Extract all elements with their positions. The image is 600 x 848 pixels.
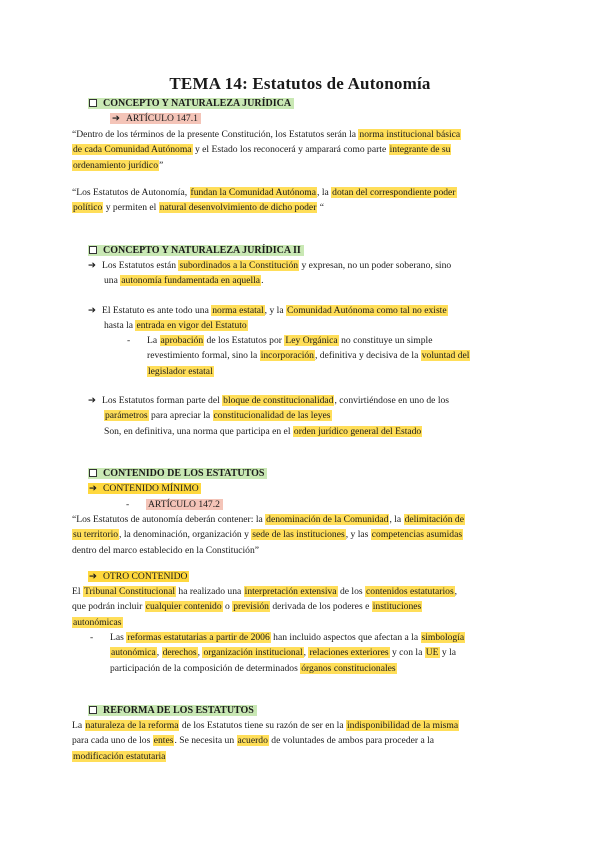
sub-heading-minimo xyxy=(88,481,267,496)
text-line xyxy=(72,543,465,558)
quote-autonomia xyxy=(72,185,457,216)
text-span: “Los Estatutos de autonomía deberán contener: la xyxy=(72,514,266,525)
text-span: CONTENIDO DE LOS ESTATUTOS xyxy=(103,468,265,479)
text-span: El Estatuto es ante todo una xyxy=(102,305,212,316)
text-span: no constituye un simple xyxy=(338,335,433,346)
text-line xyxy=(72,185,457,200)
text-span: REFORMA DE LOS ESTATUTOS xyxy=(103,705,254,716)
text-span: , la denominación, organización y xyxy=(119,529,252,541)
arrow-right-icon: ➔ xyxy=(89,571,98,582)
text-span: “Dentro de los términos de la presente Constitución, los Estatutos serán la xyxy=(72,129,359,140)
text-span: hasta la xyxy=(104,320,136,332)
text-span: y la xyxy=(439,647,457,659)
checkbox-icon xyxy=(89,99,97,107)
text-span: , xyxy=(303,647,309,659)
text-span: , y la xyxy=(264,305,286,316)
text-span: ” xyxy=(159,159,164,171)
highlighted-text: Comunidad Autónoma como tal no existe xyxy=(287,305,447,316)
highlighted-text: fundan la Comunidad Autónoma xyxy=(190,187,317,198)
arrow-right-icon: ➔ xyxy=(89,483,98,495)
highlighted-text: relaciones exteriores xyxy=(309,647,389,659)
text-span: para cada uno de los xyxy=(72,735,153,747)
text-line xyxy=(88,393,449,408)
text-line xyxy=(88,424,449,439)
text-line: - La aprobación de los Estatutos por Ley Orgánica no constituye un simple xyxy=(127,335,433,346)
highlighted-text: aprobación xyxy=(160,335,204,346)
text-span: y permiten el xyxy=(103,202,159,214)
text-span: , y las xyxy=(345,529,371,541)
highlighted-text: modificación estatutaria xyxy=(73,750,166,762)
text-line xyxy=(90,645,465,660)
text-span: de voluntades de ambos para proceder a la xyxy=(268,735,435,747)
text-span: y expresan, no un poder soberano, sino xyxy=(299,260,452,271)
bullet-bloque xyxy=(88,393,449,439)
text-line xyxy=(88,408,449,423)
highlighted-text: contenidos estatutarios xyxy=(366,586,454,597)
highlighted-text: UE xyxy=(425,647,439,659)
highlighted-text: denominación de la Comunidad xyxy=(266,514,389,525)
text-span: CONCEPTO Y NATURALEZA JURÍDICA xyxy=(103,98,292,109)
page-title: TEMA 14: Estatutos de Autonomía xyxy=(169,74,431,93)
text-span: , convirtiéndose en uno de los xyxy=(334,395,450,406)
paragraph-reforma xyxy=(72,718,459,764)
highlighted-text: acuerdo xyxy=(237,735,268,747)
highlighted-text: organización institucional xyxy=(203,647,303,659)
dash-reformas xyxy=(90,630,465,676)
highlighted-text: competencias asumidas xyxy=(371,529,463,541)
text-span: o xyxy=(222,601,233,613)
text-span: , xyxy=(197,647,203,659)
text-line xyxy=(72,718,459,733)
text-span: , la xyxy=(317,187,332,198)
text-line xyxy=(72,527,465,542)
text-span: participación de la composición de determinados xyxy=(110,662,301,674)
highlighted-text: simbología xyxy=(421,632,465,643)
highlighted-text: de cada Comunidad Autónoma xyxy=(73,144,192,156)
text-span: de los Estatutos por xyxy=(204,335,285,346)
text-span: , la xyxy=(389,514,404,525)
highlighted-text: constitucionalidad de las leyes xyxy=(213,410,331,422)
text-span: , xyxy=(454,586,458,597)
text-line xyxy=(72,200,457,215)
bullet-norma-estatal xyxy=(88,303,448,334)
text-span: La xyxy=(147,335,160,346)
section-concepto xyxy=(88,96,294,127)
highlighted-text: orden jurídico general del Estado xyxy=(293,425,422,437)
text-span: de los xyxy=(337,586,366,597)
text-line xyxy=(127,348,470,363)
text-span: “Los Estatutos de Autonomía, xyxy=(72,187,190,198)
section-reforma xyxy=(88,703,257,718)
text-line xyxy=(88,303,448,318)
checkbox-icon xyxy=(89,706,97,714)
highlighted-text: sede de las instituciones xyxy=(252,529,345,541)
highlighted-text: político xyxy=(73,202,103,214)
highlighted-text: entrada en vigor del Estatuto xyxy=(136,320,247,332)
text-span: Las xyxy=(110,632,127,643)
text-span: una xyxy=(104,275,121,287)
text-line xyxy=(72,599,457,614)
text-span: Son, en definitiva, una norma que participa en el xyxy=(104,425,293,437)
quote-147-2 xyxy=(72,512,465,558)
highlighted-text: norma institucional básica xyxy=(359,129,461,140)
text-span: El xyxy=(72,586,83,597)
text-line xyxy=(88,569,189,584)
text-span: para apreciar la xyxy=(148,410,213,422)
text-span: Los Estatutos forman parte del xyxy=(102,395,223,406)
text-span: La xyxy=(72,720,85,731)
text-line xyxy=(72,158,461,173)
highlighted-text: entes xyxy=(153,735,174,747)
text-span: . xyxy=(261,275,264,287)
text-line xyxy=(72,733,459,748)
text-span: y con la xyxy=(389,647,425,659)
highlighted-text: voluntad del xyxy=(421,350,470,362)
highlighted-text: legislador estatal xyxy=(148,365,213,377)
highlighted-text: integrante de su xyxy=(389,144,451,156)
highlighted-text: norma estatal xyxy=(212,305,264,316)
highlighted-text: interpretación extensiva xyxy=(244,586,337,597)
text-line xyxy=(88,273,451,288)
highlighted-text: su territorio xyxy=(73,529,119,541)
text-span: . Se necesita un xyxy=(174,735,237,747)
text-line xyxy=(72,142,461,157)
highlighted-text: autonómicas xyxy=(73,616,122,628)
highlighted-text: órganos constitucionales xyxy=(301,662,396,674)
dash-aprobacion xyxy=(127,333,470,379)
article-line xyxy=(88,111,294,126)
highlighted-text: dotan del correspondiente poder xyxy=(332,187,456,198)
highlighted-text: derechos xyxy=(162,647,197,659)
arrow-right-icon: ➔ xyxy=(112,113,121,125)
highlighted-text: reformas estatutarias a partir de 2006 xyxy=(127,632,270,643)
text-span: dentro del marco establecido en la Constitución” xyxy=(72,544,260,556)
highlighted-text: subordinados a la Constitución xyxy=(179,260,299,271)
article-line: - ARTÍCULO 147.2 xyxy=(88,497,267,512)
arrow-right-icon: ➔ xyxy=(88,260,97,271)
text-span: CONCEPTO Y NATURALEZA JURÍDICA II xyxy=(103,245,301,256)
paragraph-tribunal xyxy=(72,584,457,630)
highlighted-text: instituciones xyxy=(372,601,422,613)
highlighted-text: natural desenvolvimiento de dicho poder xyxy=(159,202,317,214)
highlighted-text: naturaleza de la reforma xyxy=(85,720,179,731)
text-line xyxy=(88,318,448,333)
arrow-right-icon: ➔ xyxy=(88,305,97,316)
text-line: - Las reformas estatutarias a partir de 2006 han incluido aspectos que afectan a la simbología xyxy=(90,632,465,643)
bullet-subordinados xyxy=(88,258,451,289)
text-line xyxy=(127,364,470,379)
section-heading xyxy=(88,466,267,481)
text-line xyxy=(72,749,459,764)
text-line xyxy=(88,258,451,273)
text-span: que podrán incluir xyxy=(72,601,145,613)
text-span: , xyxy=(156,647,162,659)
text-span: CONTENIDO MÍNIMO xyxy=(103,483,199,495)
text-span: ha realizado una xyxy=(176,586,244,597)
text-span: ARTÍCULO 147.2 xyxy=(148,498,220,510)
arrow-right-icon: ➔ xyxy=(88,395,97,406)
text-span: OTRO CONTENIDO xyxy=(103,571,188,582)
text-line xyxy=(72,584,457,599)
highlighted-text: bloque de constitucionalidad xyxy=(223,395,334,406)
highlighted-text: indisponibilidad de la misma xyxy=(347,720,459,731)
text-line xyxy=(72,127,461,142)
highlighted-text: cualquier contenido xyxy=(145,601,222,613)
text-span: “ xyxy=(317,202,325,214)
text-span: y el Estado los reconocerá y amparará como parte xyxy=(192,144,389,156)
text-line xyxy=(72,512,465,527)
section-heading xyxy=(88,243,304,258)
sub-heading-otro xyxy=(88,569,189,584)
highlighted-text: incorporación xyxy=(260,350,314,362)
highlighted-text: Tribunal Constitucional xyxy=(83,586,175,597)
text-line xyxy=(90,661,465,676)
highlighted-text: autonomía fundamentada en aquella xyxy=(121,275,261,287)
section-heading xyxy=(88,703,257,718)
highlighted-text: Ley Orgánica xyxy=(285,335,338,346)
text-span: de los Estatutos tiene su razón de ser en la xyxy=(179,720,346,731)
section-concepto-ii xyxy=(88,243,304,258)
highlighted-text: previsión xyxy=(233,601,269,613)
text-span: derivada de los poderes e xyxy=(269,601,372,613)
text-span: , definitiva y decisiva de la xyxy=(314,350,421,362)
checkbox-icon xyxy=(89,246,97,254)
highlighted-text: delimitación de xyxy=(404,514,464,525)
text-line xyxy=(72,615,457,630)
text-span: revestimiento formal, sino la xyxy=(147,350,260,362)
highlighted-text: ordenamiento jurídico xyxy=(73,159,158,171)
quote-147-1 xyxy=(72,127,461,173)
highlighted-text: autonómica xyxy=(111,647,156,659)
text-span: ARTÍCULO 147.1 xyxy=(126,113,198,125)
section-contenido xyxy=(88,466,267,512)
checkbox-icon xyxy=(89,469,97,477)
section-heading xyxy=(88,96,294,111)
text-span: han incluido aspectos que afectan a la xyxy=(270,632,421,643)
highlighted-text: parámetros xyxy=(105,410,148,422)
text-span: Los Estatutos están xyxy=(102,260,179,271)
